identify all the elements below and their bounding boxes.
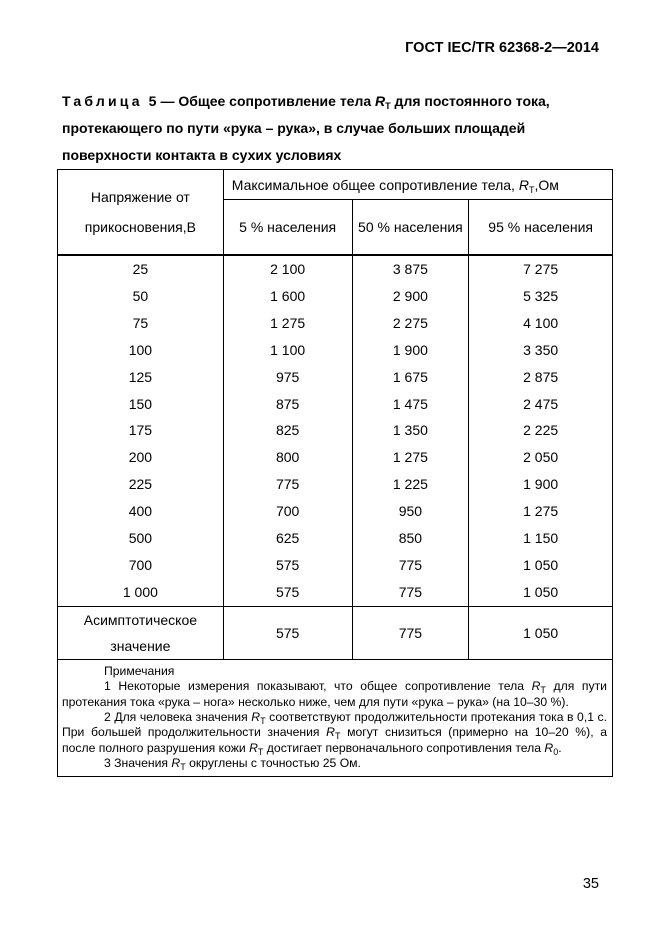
group-header-text: Максимальное общее сопротивление тела, (231, 176, 519, 193)
asymptotic-5: 575 (223, 606, 352, 659)
resistance-50-cell: 2 275 (352, 310, 469, 337)
voltage-cell: 25 (58, 255, 224, 283)
resistance-50-cell: 1 350 (352, 417, 469, 444)
table-caption (62, 88, 602, 169)
resistance-95-cell: 2 875 (469, 364, 613, 391)
resistance-95-cell: 7 275 (469, 255, 613, 283)
note-1-text-a: 1 Некоторые измерения показывают, что общее сопротивление тела (104, 679, 532, 694)
resistance-5-cell: 1 600 (223, 283, 352, 310)
note-3-text-b: округлены с точностью 25 Ом. (185, 756, 361, 771)
asymptotic-50: 775 (352, 606, 469, 659)
resistance-50-cell: 950 (352, 498, 469, 525)
asymptotic-label: Асимптотическое значение (58, 606, 224, 659)
voltage-cell: 150 (58, 391, 224, 418)
note-3 (62, 756, 607, 771)
resistance-50-cell: 2 900 (352, 283, 469, 310)
resistance-95-cell: 2 475 (469, 391, 613, 418)
note-3-r: R (171, 756, 181, 771)
resistance-50-cell: 1 675 (352, 364, 469, 391)
col-header-50: 50 % населения (352, 200, 469, 256)
resistance-95-cell: 1 050 (469, 552, 613, 579)
resistance-95-cell: 1 900 (469, 471, 613, 498)
resistance-50-cell: 1 275 (352, 444, 469, 471)
note-2-sub3: T (257, 746, 264, 757)
caption-number: 5 (148, 93, 157, 109)
note-2-text-d: достигает первоначального сопротивления тела (263, 740, 545, 755)
table-row (58, 364, 613, 391)
voltage-cell: 50 (58, 283, 224, 310)
resistance-5-cell: 625 (223, 525, 352, 552)
note-2-r: R (251, 710, 261, 724)
table-row (58, 471, 613, 498)
voltage-cell: 225 (58, 471, 224, 498)
note-2-sub: T (260, 716, 266, 726)
asymptotic-95: 1 050 (469, 606, 613, 659)
resistance-95-cell: 1 275 (469, 498, 613, 525)
resistance-5-cell: 975 (223, 364, 352, 391)
voltage-header: Напряжение от прикосновения,В (58, 170, 224, 256)
header-row-1 (58, 170, 613, 200)
caption-r-sub: T (385, 101, 391, 111)
resistance-5-cell: 875 (223, 391, 352, 418)
voltage-cell: 500 (58, 525, 224, 552)
resistance-95-cell: 5 325 (469, 283, 613, 310)
caption-text-1: — Общее сопротивление тела (160, 93, 376, 109)
table-row (58, 525, 613, 552)
resistance-50-cell: 775 (352, 552, 469, 579)
voltage-cell: 700 (58, 552, 224, 579)
table-row (58, 417, 613, 444)
resistance-50-cell: 3 875 (352, 255, 469, 283)
note-2-text-c: могут снизиться (примерно на 10–20 %), а после полного разрушения кожи (62, 725, 607, 755)
resistance-5-cell: 575 (223, 552, 352, 579)
voltage-cell: 100 (58, 337, 224, 364)
table-row (58, 552, 613, 579)
table-row (58, 255, 613, 283)
note-2-text-b: соответствуют продолжительности протекания тока в 0,1 с. При большей продолжительности значения (62, 710, 608, 740)
voltage-cell: 400 (58, 498, 224, 525)
table-body (58, 255, 613, 606)
notes-cell (58, 659, 613, 776)
group-header-unit: ,Ом (534, 176, 559, 193)
voltage-cell: 75 (58, 310, 224, 337)
resistance-5-cell: 775 (223, 471, 352, 498)
note-2-text-a: 2 Для человека значения (104, 710, 252, 724)
table-row (58, 579, 613, 606)
caption-label: Таблица (62, 93, 143, 109)
note-1-text-b: для пути протекания тока «рука – нога» несколько ниже, чем для пути «рука – рука» (на 10–30 %). (62, 679, 607, 709)
resistance-95-cell: 3 350 (469, 337, 613, 364)
note-3-sub: T (180, 762, 186, 773)
note-2-r2: R (326, 725, 335, 740)
note-3-text-a: 3 Значения (104, 756, 172, 771)
resistance-50-cell: 1 225 (352, 471, 469, 498)
page-number: 35 (582, 876, 599, 892)
note-1-sub: T (540, 685, 546, 696)
notes-row (58, 659, 613, 776)
table-row (58, 498, 613, 525)
resistance-95-cell: 2 225 (469, 417, 613, 444)
resistance-5-cell: 1 100 (223, 337, 352, 364)
note-2-sub4: 0 (553, 746, 559, 757)
resistance-95-cell: 2 050 (469, 444, 613, 471)
resistance-50-cell: 1 475 (352, 391, 469, 418)
voltage-cell: 1 000 (58, 579, 224, 606)
table-row (58, 283, 613, 310)
resistance-50-cell: 1 900 (352, 337, 469, 364)
resistance-5-cell: 825 (223, 417, 352, 444)
resistance-50-cell: 850 (352, 525, 469, 552)
resistance-5-cell: 800 (223, 444, 352, 471)
note-2-r3: R (249, 740, 258, 755)
table-row (58, 337, 613, 364)
group-header (223, 170, 612, 200)
voltage-cell: 175 (58, 417, 224, 444)
note-2 (62, 710, 607, 756)
note-1-r: R (531, 679, 541, 694)
resistance-95-cell: 4 100 (469, 310, 613, 337)
voltage-cell: 200 (58, 444, 224, 471)
note-1 (62, 679, 607, 710)
resistance-5-cell: 1 275 (223, 310, 352, 337)
notes-title: Примечания (104, 663, 175, 678)
document-header: ГОСТ IEC/TR 62368-2—2014 (405, 40, 599, 56)
asymptotic-row (58, 606, 613, 659)
note-2-r4: R (544, 740, 554, 755)
resistance-5-cell: 2 100 (223, 255, 352, 283)
col-header-5: 5 % населения (223, 200, 352, 256)
resistance-table (57, 169, 613, 777)
note-2-text-e: . (558, 740, 562, 755)
resistance-95-cell: 1 050 (469, 579, 613, 606)
resistance-5-cell: 700 (223, 498, 352, 525)
resistance-5-cell: 575 (223, 579, 352, 606)
resistance-95-cell: 1 150 (469, 525, 613, 552)
resistance-50-cell: 775 (352, 579, 469, 606)
group-header-r: R (518, 176, 529, 193)
caption-text-2: для постоянного тока, протекающего по пути «рука – рука», в случае больших площадей поверхности контакта в сухих условиях (62, 93, 550, 163)
group-header-sub: T (528, 184, 535, 195)
table-row (58, 444, 613, 471)
table-row (58, 310, 613, 337)
caption-r-symbol: R (375, 93, 386, 109)
note-2-sub2: T (334, 731, 341, 742)
col-header-95: 95 % населения (469, 200, 613, 256)
voltage-cell: 125 (58, 364, 224, 391)
table-row (58, 391, 613, 418)
